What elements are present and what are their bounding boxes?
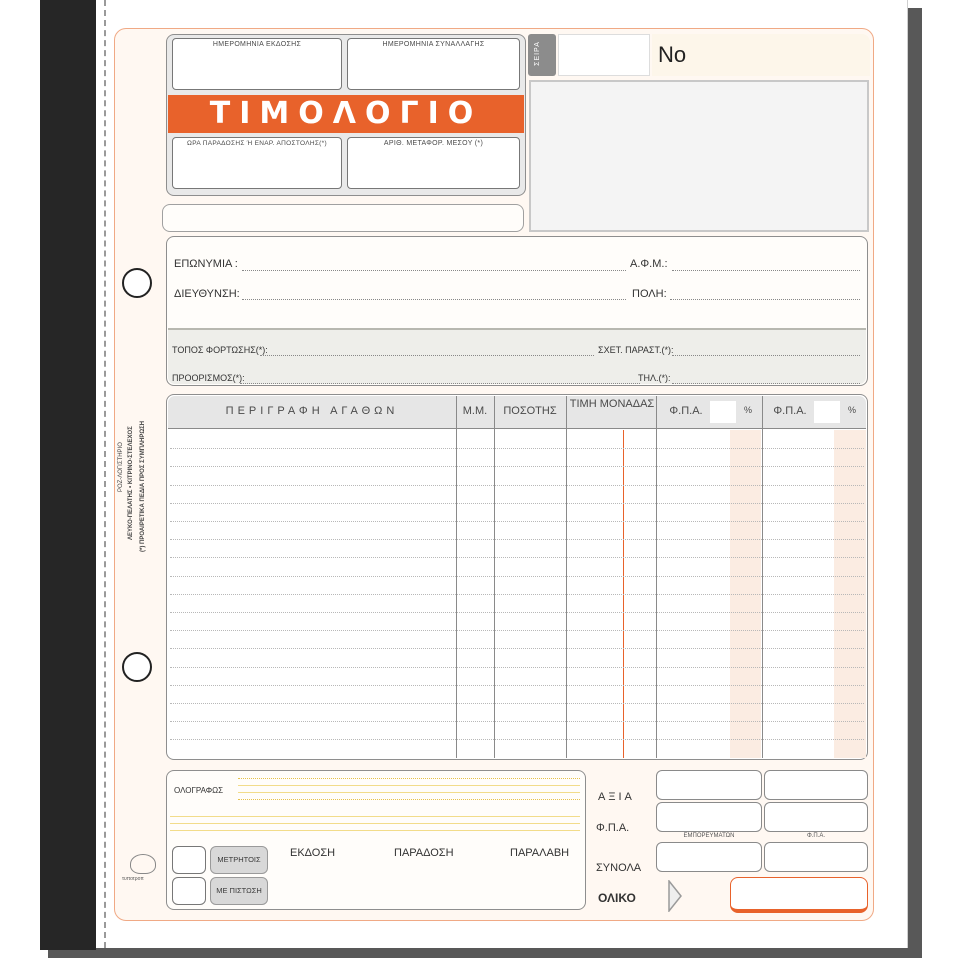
book-binding — [40, 0, 96, 950]
issue-date-label: ΗΜΕΡΟΜΗΝΙΑ ΕΚΔΟΣΗΣ — [212, 41, 302, 48]
goods-col-label: ΕΜΠΟΡΕΥΜΑΤΩΝ — [683, 833, 735, 839]
in-words-line-2[interactable] — [170, 810, 580, 834]
table-row-rule — [170, 739, 864, 740]
address-label: ΔΙΕΥΘΥΝΣΗ: — [174, 288, 240, 300]
grand-total-label: ΟΛΙΚΟ — [598, 891, 636, 905]
vat-total-box[interactable] — [764, 842, 868, 872]
goods-vat-box[interactable] — [656, 802, 762, 832]
table-row-rule — [170, 721, 864, 722]
customer-name-label: ΕΠΩΝΥΜΙΑ : — [174, 258, 238, 270]
vat-total-label: Φ.Π.Α. — [596, 822, 630, 834]
col-description: ΠΕΡΙΓΡΑΦΗ ΑΓΑΘΩΝ — [225, 405, 399, 417]
perforation-line — [104, 0, 106, 948]
table-row-rule — [170, 503, 864, 504]
vat-col-label: Φ.Π.Α. — [806, 833, 826, 839]
vat-number-label: Α.Φ.Μ.: — [630, 258, 668, 270]
phone-line[interactable] — [672, 383, 860, 384]
delivery-time-field[interactable] — [172, 137, 342, 189]
transaction-date-label: ΗΜΕΡΟΜΗΝΙΑ ΣΥΝΑΛΛΑΓΗΣ — [382, 41, 485, 48]
issuer-stamp-box — [529, 80, 869, 232]
blank-strip-field[interactable] — [162, 204, 524, 232]
related-doc-label: ΣΧΕΤ. ΠΑΡΑΣΤ.(*): — [598, 345, 674, 355]
issue-date-field[interactable] — [172, 38, 342, 90]
city-line[interactable] — [670, 299, 860, 300]
table-row-rule — [170, 448, 864, 449]
issue-signature-label: ΕΚΔΟΣΗ — [290, 847, 336, 859]
table-row-rule — [170, 576, 864, 577]
table-row-rule — [170, 485, 864, 486]
receipt-signature-label: ΠΑΡΑΛΑΒΗ — [510, 847, 570, 859]
loading-place-label: ΤΟΠΟΣ ΦΟΡΤΩΣΗΣ(*): — [172, 345, 268, 355]
vat-value-box[interactable] — [764, 770, 868, 800]
copy-note-2: ΛΕΥΚΟ-ΠΕΛΑΤΗΣ • ΚΙΤΡΙΝΟ-ΣΤΕΛΕΧΟΣ — [128, 426, 134, 540]
vat-vat-box[interactable] — [764, 802, 868, 832]
table-row-rule — [170, 557, 864, 558]
loading-place-line[interactable] — [260, 355, 594, 356]
col-unit: Μ.Μ. — [462, 405, 488, 417]
credit-label: ΜΕ ΠΙΣΤΩΣΗ — [210, 877, 268, 905]
table-row-rule — [170, 594, 864, 595]
invoice-title: ΤΙΜΟΛΟΓΙΟ — [209, 96, 483, 131]
optional-fields-note: (*) ΠΡΟΑΙΡΕΤΙΚΑ ΠΕΔΙΑ ΠΡΟΣ ΣΥΜΠΛΗΡΩΣΗ — [140, 420, 146, 552]
number-label: No — [658, 42, 687, 67]
vehicle-no-field[interactable] — [347, 137, 520, 189]
title-banner — [168, 95, 524, 133]
city-label: ΠΟΛΗ: — [632, 288, 667, 300]
destination-label: ΠΡΟΟΡΙΣΜΟΣ(*): — [172, 373, 245, 383]
series-tab — [528, 34, 556, 76]
table-row-rule — [170, 667, 864, 668]
printer-logo-text: τυποτροπ — [122, 876, 144, 882]
in-words-line-1[interactable] — [238, 778, 580, 800]
phone-label: ΤΗΛ.(*): — [638, 373, 671, 383]
table-row-rule — [170, 612, 864, 613]
number-field[interactable] — [652, 34, 870, 76]
printer-logo-icon — [130, 854, 156, 874]
table-row-rule — [170, 539, 864, 540]
vat-number-line[interactable] — [672, 270, 860, 271]
table-row-rule — [170, 521, 864, 522]
col-vat-2: Φ.Π.Α. — [773, 405, 807, 417]
value-label: ΑΞΙΑ — [598, 791, 635, 803]
table-row-rule — [170, 685, 864, 686]
related-doc-line[interactable] — [672, 355, 860, 356]
grand-total-box[interactable] — [730, 877, 868, 913]
col-unit-price: ΤΙΜΗ ΜΟΝΑΔΑΣ — [569, 398, 655, 410]
cash-label: ΜΕΤΡΗΤΟΙΣ — [210, 846, 268, 874]
binder-hole-top — [122, 268, 152, 298]
destination-line[interactable] — [240, 383, 640, 384]
series-label: ΣΕΙΡΑ — [533, 41, 541, 66]
delivery-time-label: ΩΡΑ ΠΑΡΑΔΟΣΗΣ Ή ΕΝΑΡ. ΑΠΟΣΤΟΛΗΣ(*) — [187, 140, 327, 147]
vat-unit-1: % — [743, 405, 752, 415]
vat-rate-1-field[interactable] — [710, 401, 736, 423]
series-field[interactable] — [558, 34, 650, 76]
credit-checkbox[interactable] — [172, 877, 206, 905]
goods-total-box[interactable] — [656, 842, 762, 872]
copy-note-1: ΡΟΖ-ΛΟΓΙΣΤΗΡΙΟ — [118, 442, 124, 492]
table-row-rule — [170, 630, 864, 631]
customer-optional-area — [168, 328, 866, 384]
delivery-signature-label: ΠΑΡΑΔΟΣΗ — [394, 847, 454, 859]
totals-label: ΣΥΝΟΛΑ — [596, 862, 642, 874]
col-quantity: ΠΟΣΟΤΗΣ — [503, 405, 557, 417]
goods-value-box[interactable] — [656, 770, 762, 800]
col-vat-1: Φ.Π.Α. — [669, 405, 703, 417]
binder-hole-bottom — [122, 652, 152, 682]
table-row-rule — [170, 703, 864, 704]
cash-checkbox[interactable] — [172, 846, 206, 874]
vat-rate-2-field[interactable] — [814, 401, 840, 423]
vat-unit-2: % — [847, 405, 856, 415]
address-line[interactable] — [242, 299, 626, 300]
customer-name-line[interactable] — [242, 270, 626, 271]
in-words-label: ΟΛΟΓΡΑΦΩΣ — [174, 786, 224, 795]
arrow-right-icon — [668, 880, 682, 912]
vehicle-no-label: ΑΡΙΘ. ΜΕΤΑΦΟΡ. ΜΕΣΟΥ (*) — [383, 140, 484, 147]
table-row-rule — [170, 648, 864, 649]
table-row-rule — [170, 466, 864, 467]
transaction-date-field[interactable] — [347, 38, 520, 90]
